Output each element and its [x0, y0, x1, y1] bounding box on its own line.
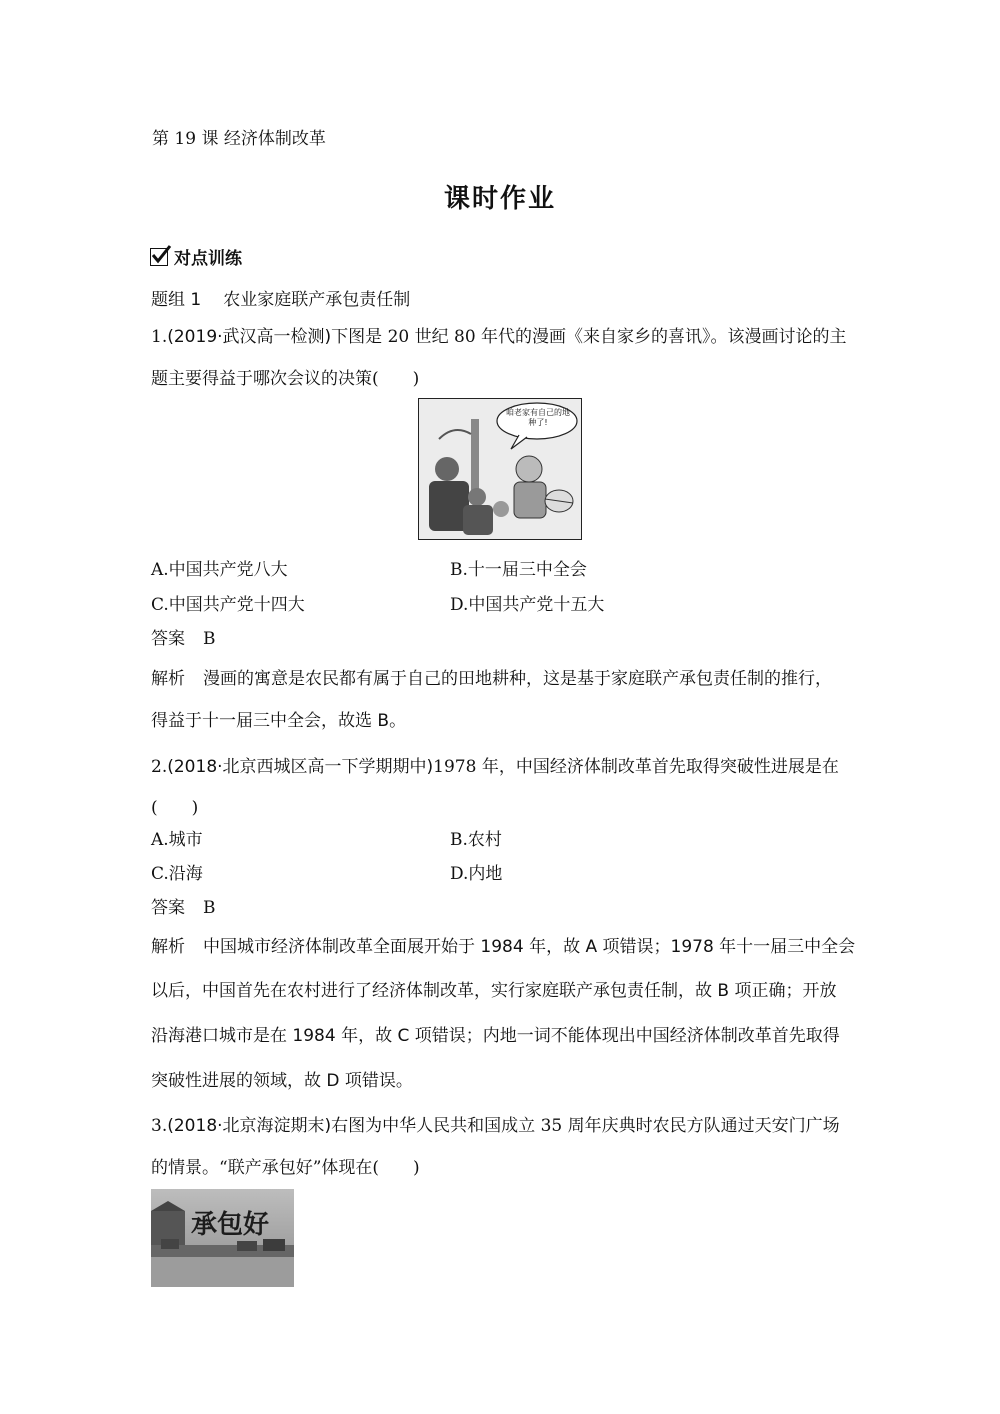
q1-option-b: B.十一届三中全会	[450, 560, 587, 580]
q1-line1	[151, 322, 847, 347]
q1-source: (2019·武汉高一检测)	[167, 327, 332, 347]
q1-answer-value: B	[203, 629, 216, 649]
section-heading	[150, 244, 242, 269]
q2-option-b: B.农村	[450, 830, 502, 850]
q1-stem-2: 题主要得益于哪次会议的决策( )	[151, 369, 420, 389]
section-label: 对点训练	[174, 249, 242, 269]
q1-analysis-1	[151, 664, 832, 689]
q3-stem-1: 右图为中华人民共和国成立 35 周年庆典时农民方队通过天安门广场	[331, 1116, 840, 1136]
q1-answer-label: 答案	[151, 629, 185, 649]
q2-analysis-1	[151, 932, 855, 957]
q3-source: (2018·北京海淀期末)	[167, 1116, 332, 1136]
q2-option-c: C.沿海	[151, 864, 203, 884]
cartoon-image	[418, 398, 582, 540]
q1-analysis-text-1: 漫画的寓意是农民都有属于自己的田地耕种，这是基于家庭联产承包责任制的推行，	[203, 669, 832, 689]
q2-number: 2.	[151, 757, 168, 777]
group-heading	[151, 285, 410, 310]
q3-stem-2: 的情景。“联产承包好”体现在( )	[151, 1158, 420, 1178]
q2-option-d: D.内地	[450, 864, 503, 884]
parade-photo	[151, 1189, 294, 1287]
q3-number: 3.	[151, 1116, 168, 1136]
q2-source: (2018·北京西城区高一下学期期中)	[167, 757, 434, 777]
q2-analysis-3: 沿海港口城市是在 1984 年，故 C 项错误；内地一词不能体现出中国经济体制改革首先取得	[151, 1026, 840, 1046]
q1-analysis-label: 解析	[151, 669, 185, 689]
group-title: 农业家庭联产承包责任制	[223, 290, 411, 310]
q2-stem-1: 1978 年，中国经济体制改革首先取得突破性进展是在	[433, 757, 839, 777]
q2-answer-label: 答案	[151, 898, 185, 918]
checkbox-icon	[150, 248, 168, 266]
cartoon-caption: 咱老家有自己的地种了!	[506, 408, 570, 427]
q1-option-d: D.中国共产党十五大	[450, 595, 605, 615]
q2-analysis-2: 以后，中国首先在农村进行了经济体制改革，实行家庭联产承包责任制，故 B 项正确；开放	[151, 981, 837, 1001]
parade-sign: 承包好	[191, 1210, 270, 1240]
q2-answer	[151, 893, 216, 918]
q1-option-c: C.中国共产党十四大	[151, 595, 305, 615]
q2-stem-2: ( )	[151, 798, 199, 818]
q1-number: 1.	[151, 327, 168, 347]
q3-line1	[151, 1111, 840, 1136]
q2-analysis-4: 突破性进展的领域，故 D 项错误。	[151, 1071, 413, 1091]
q2-analysis-label: 解析	[151, 937, 185, 957]
q2-line1	[151, 752, 839, 777]
q2-option-a: A.城市	[151, 830, 203, 850]
group-number: 题组 1	[151, 290, 202, 310]
q1-answer	[151, 624, 216, 649]
page-title: 课时作业	[443, 184, 556, 214]
q2-answer-value: B	[203, 898, 216, 918]
q1-analysis-2: 得益于十一届三中全会，故选 B。	[151, 711, 407, 731]
lesson-title: 第 19 课 经济体制改革	[152, 129, 326, 149]
q2-analysis-text-1: 中国城市经济体制改革全面展开始于 1984 年，故 A 项错误；1978 年十一届三中全会	[203, 937, 856, 957]
q1-stem-1: 下图是 20 世纪 80 年代的漫画《来自家乡的喜讯》。该漫画讨论的主	[331, 327, 847, 347]
q1-option-a: A.中国共产党八大	[151, 560, 288, 580]
